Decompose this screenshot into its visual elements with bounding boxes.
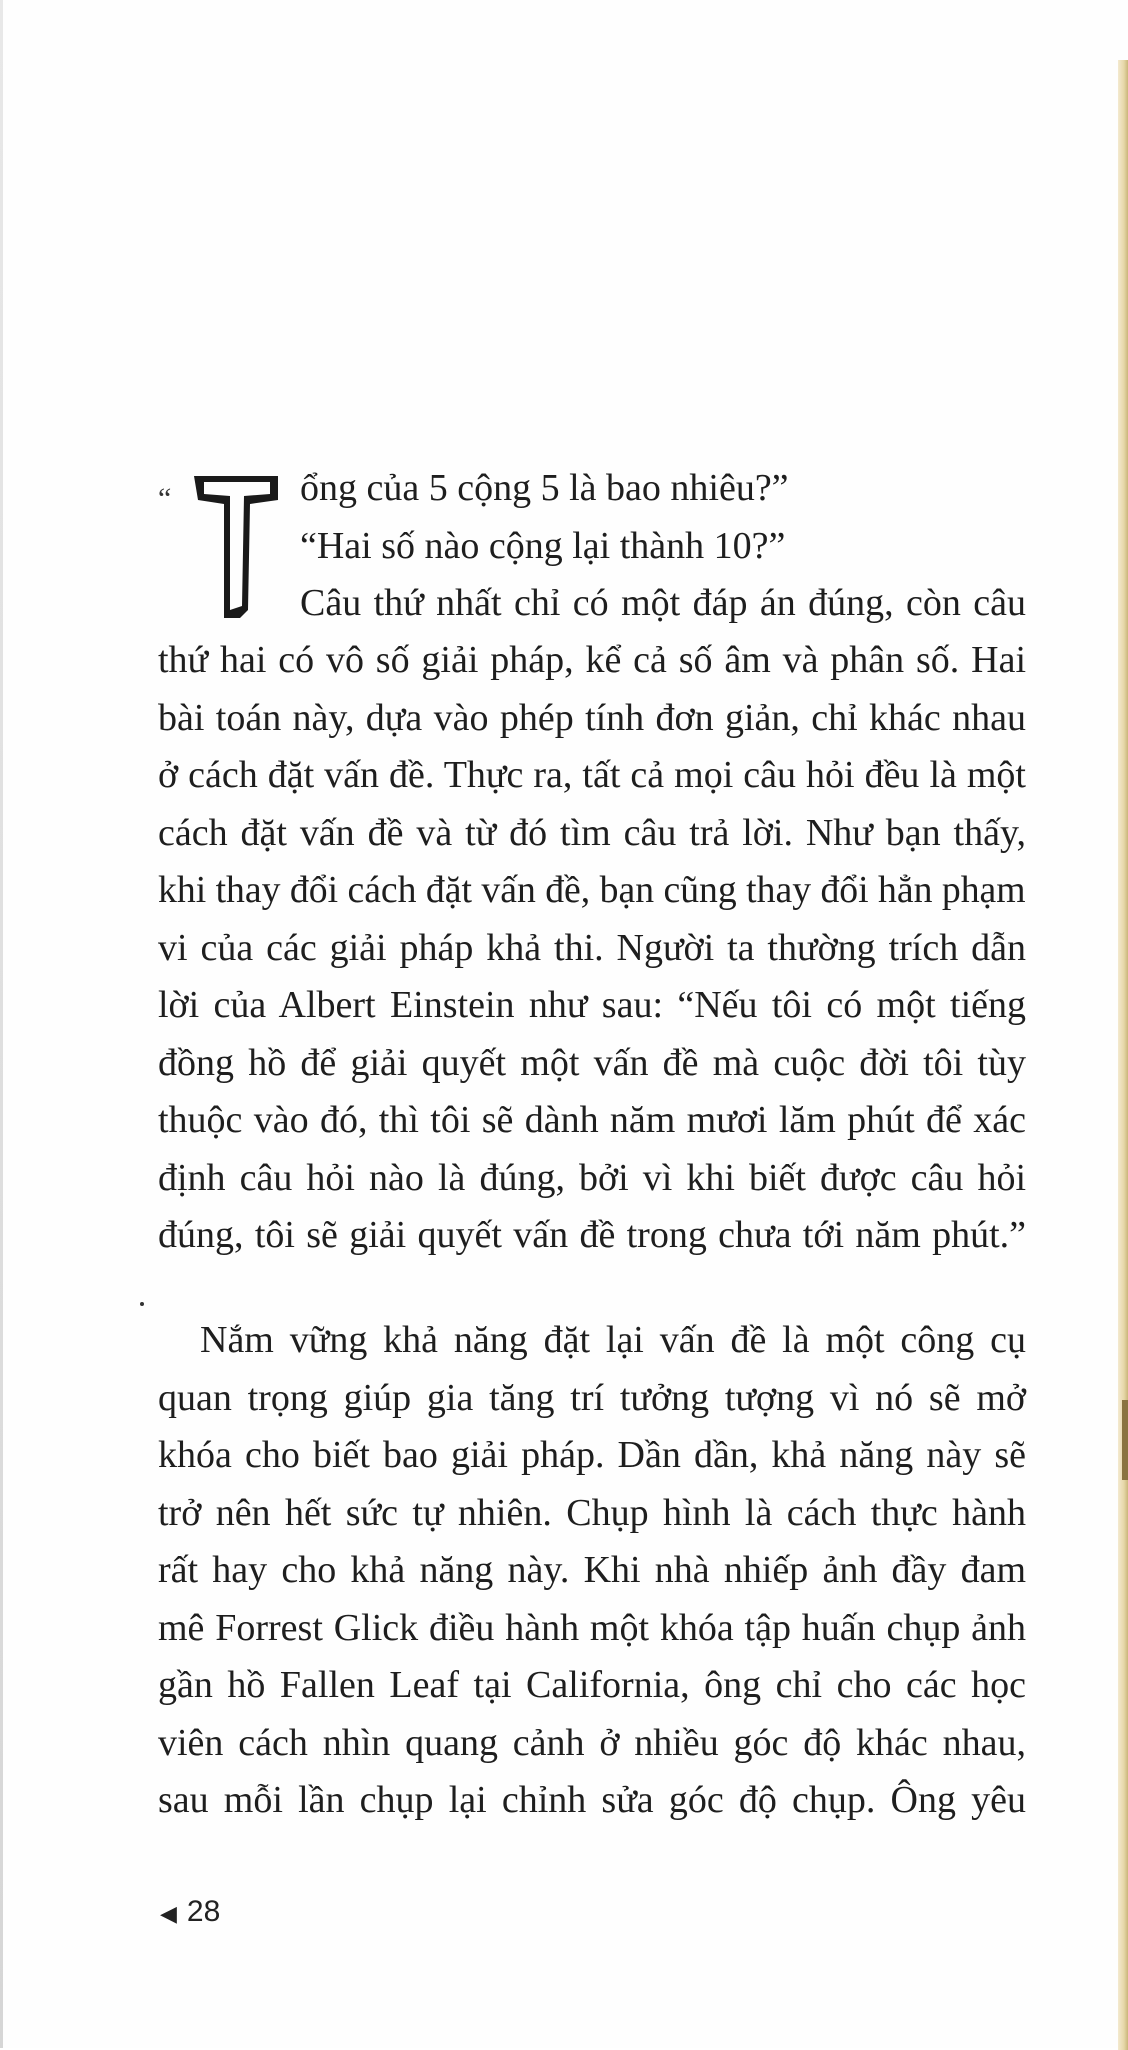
drop-cap [190, 470, 282, 620]
page-number: 28 [186, 1895, 221, 1928]
text-line: đồng hồ để giải quyết một vấn đề mà cuộc đời tôi tùy [158, 1041, 1026, 1084]
text-line: cách đặt vấn đề và từ đó tìm câu trả lời. Như bạn thấy, [158, 811, 1026, 854]
drop-cap-letter: T [236, 560, 237, 561]
opening-quote-mark: “ [158, 482, 172, 515]
text-line: Câu thứ nhất chỉ có một đáp án đúng, còn câu [300, 582, 1026, 624]
text-line: vi của các giải pháp khả thi. Người ta thường trích dẫn [158, 926, 1026, 969]
paragraph-1 [158, 632, 1026, 1265]
text-line: định câu hỏi nào là đúng, bởi vì khi biết được câu hỏi [158, 1156, 1026, 1199]
page-folio [160, 1895, 220, 1929]
text-line: viên cách nhìn quang cảnh ở nhiều góc độ khác nhau, [158, 1721, 1026, 1764]
text-line: ổng của 5 cộng 5 là bao nhiêu?” [300, 467, 789, 509]
page-edge-shadow [1122, 1400, 1128, 1480]
opening-lines [300, 460, 1026, 633]
text-line: ở cách đặt vấn đề. Thực ra, tất cả mọi câu hỏi đều là một [158, 754, 1026, 796]
text-line: Nắm vững khả năng đặt lại vấn đề là một công cụ [200, 1319, 1026, 1361]
text-line: khi thay đổi cách đặt vấn đề, bạn cũng thay đổi hẳn phạm [158, 869, 1026, 911]
text-line: gần hồ Fallen Leaf tại California, ông chỉ cho các học [158, 1664, 1026, 1706]
text-line: khóa cho biết bao giải pháp. Dần dần, khả năng này sẽ [158, 1434, 1026, 1476]
text-line: quan trọng giúp gia tăng trí tưởng tượng vì nó sẽ mở [158, 1376, 1026, 1419]
text-line: trở nên hết sức tự nhiên. Chụp hình là cách thực hành [158, 1491, 1026, 1534]
text-line: “Hai số nào cộng lại thành 10?” [300, 524, 786, 567]
print-speck [140, 1302, 144, 1306]
text-line: lời của Albert Einstein như sau: “Nếu tôi có một tiếng [158, 984, 1026, 1026]
text-line: rất hay cho khả năng này. Khi nhà nhiếp ảnh đầy đam [158, 1549, 1026, 1591]
left-triangle-icon: ◀ [160, 1901, 177, 1926]
text-line: bài toán này, dựa vào phép tính đơn giản, chỉ khác nhau [158, 696, 1026, 739]
text-line: sau mỗi lần chụp lại chỉnh sửa góc độ chụp. Ông yêu [158, 1779, 1026, 1821]
page-left-edge [0, 0, 3, 2048]
text-line: thuộc vào đó, thì tôi sẽ dành năm mươi lăm phút để xác [158, 1099, 1026, 1141]
page-right-edge [1118, 60, 1128, 2050]
text-line: mê Forrest Glick điều hành một khóa tập huấn chụp ảnh [158, 1606, 1026, 1649]
paragraph-2 [158, 1312, 1026, 1830]
text-line: đúng, tôi sẽ giải quyết vấn đề trong chưa tới năm phút.” [158, 1214, 1026, 1256]
text-line: thứ hai có vô số giải pháp, kể cả số âm và phân số. Hai [158, 639, 1026, 681]
